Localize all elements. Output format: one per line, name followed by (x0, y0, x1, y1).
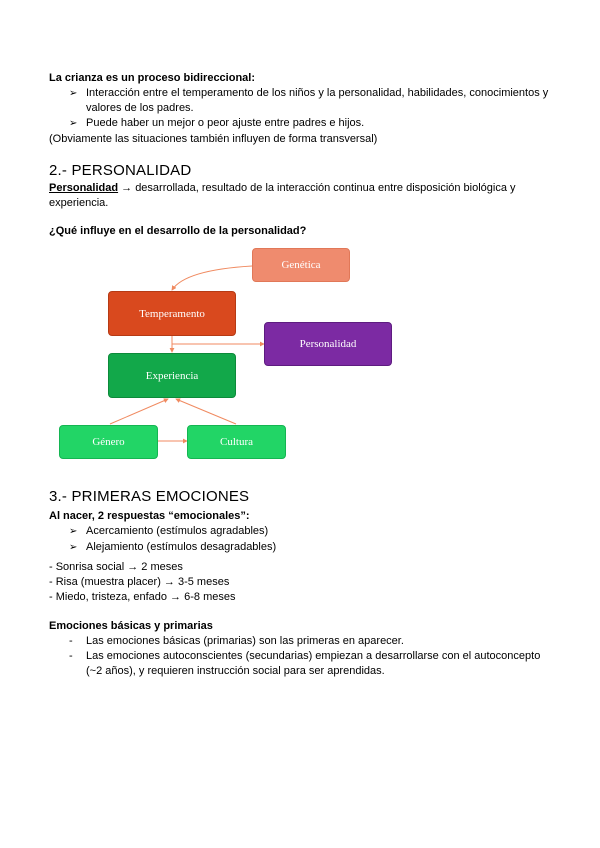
node-genetica: Genética (252, 248, 350, 282)
node-experiencia: Experiencia (108, 353, 236, 398)
node-temperamento: Temperamento (108, 291, 236, 336)
section2-question: ¿Qué influye en el desarrollo de la personalidad? (49, 225, 307, 237)
intro-bullet-1-line2: valores de los padres. (86, 102, 194, 114)
milestone-3: - Miedo, tristeza, enfado → 6-8 meses (49, 591, 236, 603)
dash-marker: - (69, 650, 73, 662)
arrow-genetica-temperamento (172, 266, 252, 290)
milestone-2: - Risa (muestra placer) → 3-5 meses (49, 576, 230, 588)
bullet-arrow-icon: ➢ (69, 118, 78, 129)
node-cultura: Cultura (187, 425, 286, 459)
intro-bullet-2: Puede haber un mejor o peor ajuste entre padres e hijos. (86, 117, 365, 129)
section3-bullet-2: Alejamiento (estímulos desagradables) (86, 541, 277, 553)
intro-bullet-1-line1: Interacción entre el temperamento de los niños y la personalidad, habilidades, conocimientos y (86, 87, 549, 99)
section3-title: 3.- PRIMERAS EMOCIONES (49, 488, 250, 505)
section3-bullet-1: Acercamiento (estímulos agradables) (86, 525, 269, 537)
bullet-arrow-icon: ➢ (69, 542, 78, 553)
intro-note: (Obviamente las situaciones también influyen de forma transversal) (49, 133, 378, 145)
emotion-item-1: Las emociones básicas (primarias) son las primeras en aparecer. (86, 635, 404, 647)
milestone-1: - Sonrisa social → 2 meses (49, 561, 183, 573)
emotion-item-2-line1: Las emociones autoconscientes (secundarias) empiezan a desarrollarse con el autoconcepto (86, 650, 541, 662)
node-personalidad: Personalidad (264, 322, 392, 366)
arrow-genero-experiencia (110, 399, 168, 424)
emotions-heading: Emociones básicas y primarias (49, 620, 213, 632)
definition-text: → desarrollada, resultado de la interacción continua entre disposición biológica y (118, 182, 516, 194)
dash-marker: - (69, 635, 73, 647)
emotion-item-2-line2: (~2 años), y requieren instrucción social para ser aprendidas. (86, 665, 385, 677)
bullet-arrow-icon: ➢ (69, 88, 78, 99)
intro-heading: La crianza es un proceso bidireccional: (49, 72, 256, 84)
arrow-cultura-experiencia (176, 399, 236, 424)
section2-definition-line2: experiencia. (49, 197, 109, 209)
section2-title: 2.- PERSONALIDAD (49, 162, 192, 179)
node-genero: Género (59, 425, 158, 459)
personalidad-term: Personalidad (49, 182, 119, 194)
bullet-arrow-icon: ➢ (69, 526, 78, 537)
section3-subheading: Al nacer, 2 respuestas “emocionales”: (49, 510, 250, 522)
